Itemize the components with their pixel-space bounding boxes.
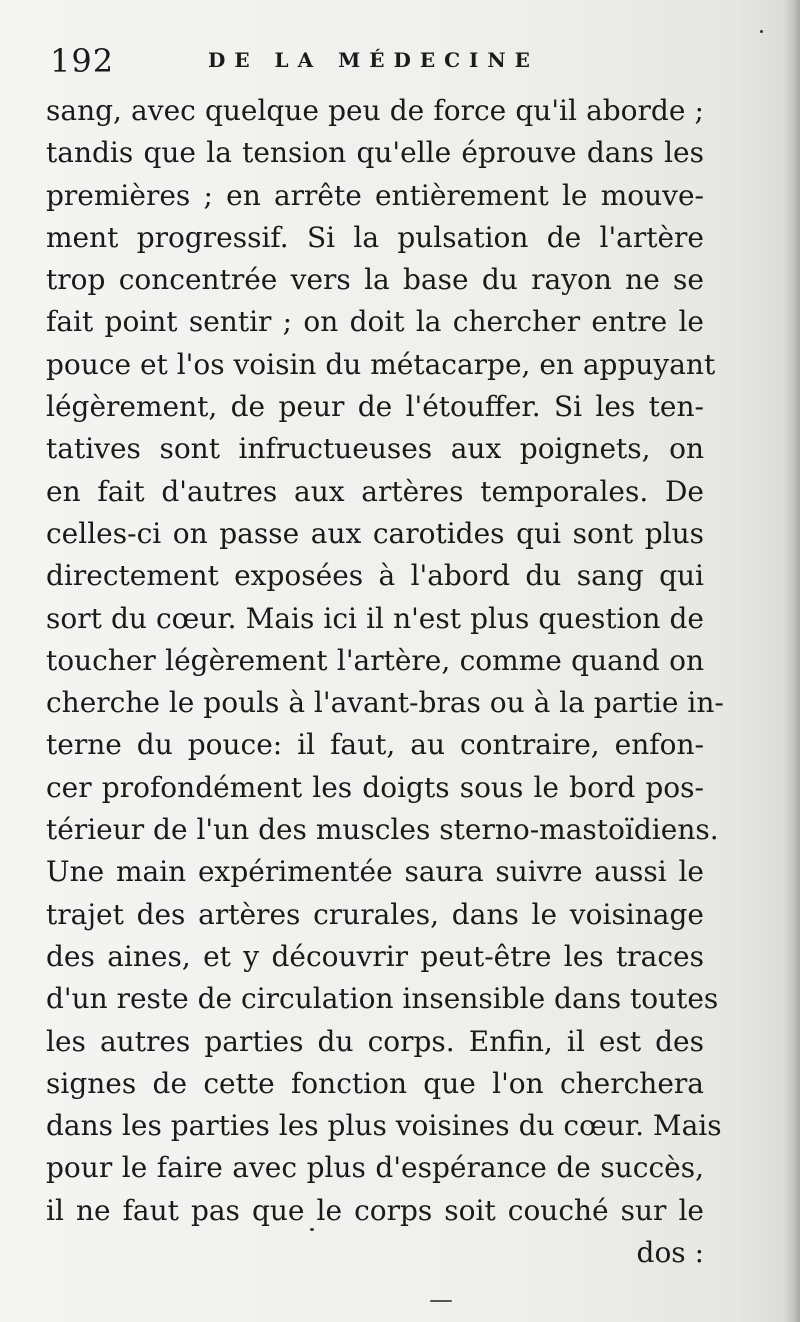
text-line: pouce et l'os voisin du métacarpe, en appuyant (46, 347, 716, 381)
text-line: les autres parties du corps. Enfin, il est des (46, 1024, 704, 1058)
catchword: dos : (636, 1236, 704, 1270)
page-edge-shadow (784, 0, 800, 1322)
body-text (46, 90, 724, 1274)
text-line: premières ; en arrête entièrement le mouve- (46, 178, 704, 212)
text-line: trajet des artères crurales, dans le voisinage (46, 897, 704, 931)
text-line: celles-ci on passe aux carotides qui sont plus (46, 516, 704, 550)
text-line: pour le faire avec plus d'espérance de succès, (46, 1151, 704, 1185)
page-header (50, 40, 700, 80)
text-line: d'un reste de circulation insensible dans toutes (46, 982, 719, 1016)
text-line: sang, avec quelque peu de force qu'il aborde ; (46, 94, 704, 127)
text-line: en fait d'autres aux artères temporales. De (46, 474, 704, 508)
text-line: toucher légèrement l'artère, comme quand on (46, 643, 704, 677)
text-line: trop concentrée vers la base du rayon ne se (46, 263, 704, 297)
text-line: signes de cette fonction que l'on cherchera (46, 1066, 704, 1100)
ink-speck (310, 1228, 314, 1231)
text-line: dans les parties les plus voisines du cœur. Mais (46, 1109, 722, 1143)
text-line: sort du cœur. Mais ici il n'est plus question de (46, 601, 704, 635)
text-line: terne du pouce: il faut, au contraire, enfon- (46, 728, 704, 762)
text-line: directement exposées à l'abord du sang qui (46, 559, 704, 593)
ink-speck (760, 30, 763, 33)
text-line: cherche le pouls à l'avant-bras ou à la partie in- (46, 686, 724, 720)
page-number: 192 (50, 42, 115, 80)
ink-speck (430, 1300, 452, 1302)
text-line: tatives sont infructueuses aux poignets, on (46, 432, 704, 466)
text-line: tandis que la tension qu'elle éprouve dans les (46, 136, 704, 170)
text-line: Une main expérimentée saura suivre aussi le (46, 855, 704, 889)
text-line: légèrement, de peur de l'étouffer. Si les ten- (46, 390, 704, 424)
running-head: DE LA MÉDECINE (208, 48, 539, 72)
text-line: fait point sentir ; on doit la chercher entre le (46, 305, 704, 339)
text-line: il ne faut pas que le corps soit couché sur le (46, 1193, 704, 1227)
text-line: térieur de l'un des muscles sterno-mastoïdiens. (46, 813, 719, 847)
text-line: des aines, et y découvrir peut-être les traces (46, 939, 704, 973)
text-line: ment progressif. Si la pulsation de l'artère (46, 220, 704, 254)
text-line: cer profondément les doigts sous le bord pos- (46, 770, 704, 804)
